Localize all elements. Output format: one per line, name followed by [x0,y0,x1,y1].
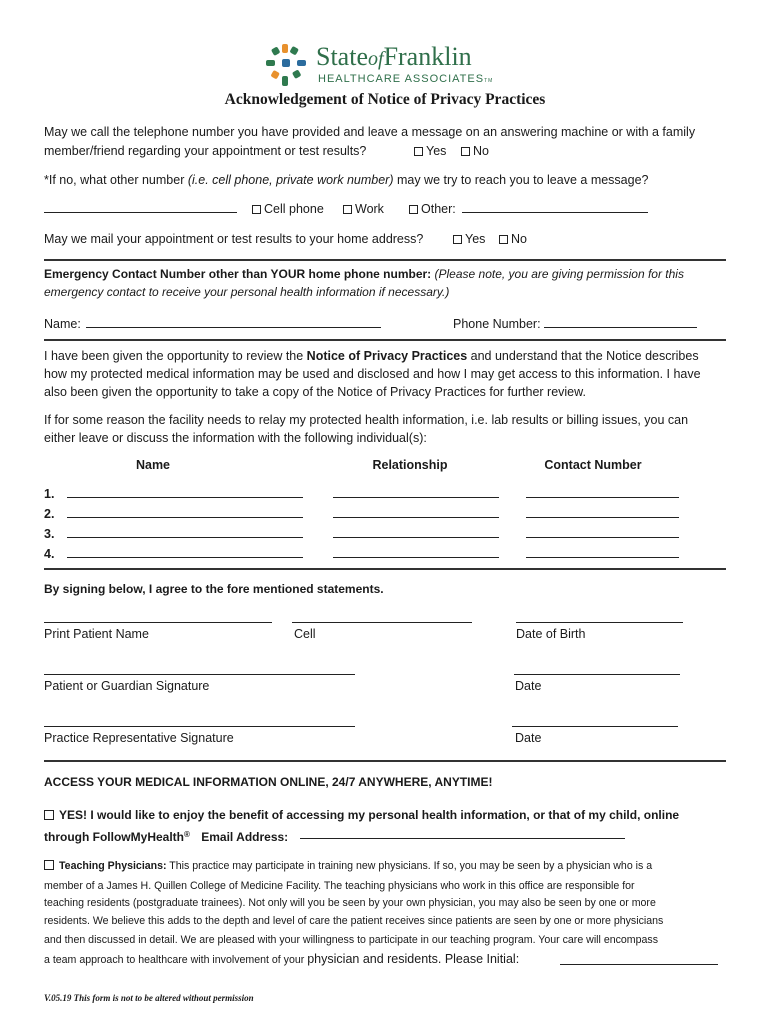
teaching-checkbox[interactable] [44,860,54,870]
emergency-note-1: (Please note, you are giving permission for this [431,267,684,281]
emergency-phone-label: Phone Number: [453,317,541,331]
phone-no-label: No [473,144,489,158]
mail-yes-option[interactable] [453,230,485,248]
emergency-name-label: Name: [44,317,81,331]
patient-date-field[interactable] [514,662,680,675]
logo-of: of [368,48,384,70]
online-yes-text: YES! I would like to enjoy the benefit of accessing my personal health information, or that of my child, online [59,808,680,822]
print-name-field[interactable] [44,610,272,623]
registered-mark: ® [184,830,190,839]
logo-subtitle: HEALTHCARE ASSOCIATES [318,73,485,85]
row3-contact-field[interactable] [526,525,679,538]
emergency-phone-field[interactable] [544,315,697,328]
followmyhealth-text: through FollowMyHealth [44,830,184,844]
alt-number-prefix: *If no, what other number [44,173,188,187]
row2-contact-field[interactable] [526,505,679,518]
table-row-num-3: 3. [44,527,55,541]
phone-yes-checkbox[interactable] [414,147,423,156]
row1-contact-field[interactable] [526,485,679,498]
alt-cell-checkbox[interactable] [252,205,261,214]
row2-relationship-field[interactable] [333,505,499,518]
table-row-num-2: 2. [44,507,55,521]
review-line2: how my protected medical information may be used and disclosed and how I may get access to this information. I have [44,367,701,381]
rep-signature-field[interactable] [44,714,355,727]
teaching-line2: member of a James H. Quillen College of Medicine Facility. The teaching physicians who work in this office are responsible for [44,880,635,892]
rep-date-field[interactable] [512,714,678,727]
teaching-text-6b: physician and residents. Please Initial: [307,952,520,966]
alt-other-checkbox[interactable] [409,205,418,214]
teaching-line3: teaching residents (postgraduate trainees). Not only will you be seen by your own physician, you may also be seen by one or more [44,897,656,909]
alt-number-example: (i.e. cell phone, private work number) [187,173,394,187]
alt-work-option[interactable] [343,200,384,218]
page-title: Acknowledgement of Notice of Privacy Practices [224,91,546,108]
patient-signature-label: Patient or Guardian Signature [44,679,210,693]
divider-3 [44,568,726,570]
relay-line1: If for some reason the facility needs to relay my protected health information, i.e. lab results or billing issues, you can [44,413,689,427]
dob-field[interactable] [516,610,683,623]
review-part1: I have been given the opportunity to review the [44,349,307,363]
row4-contact-field[interactable] [526,545,679,558]
phone-no-checkbox[interactable] [461,147,470,156]
row3-relationship-field[interactable] [333,525,499,538]
teaching-line6 [44,950,519,969]
footer-version: V.05.19 This form is not to be altered without permission [44,993,254,1003]
dob-label: Date of Birth [516,627,586,641]
mail-no-checkbox[interactable] [499,235,508,244]
online-yes-line1[interactable] [44,806,679,824]
logo-tm: TM [484,78,494,84]
logo [264,42,514,92]
alt-work-label: Work [355,202,384,216]
relay-line2: either leave or discuss the information with the following individual(s): [44,431,427,445]
review-notice-bold: Notice of Privacy Practices [306,349,468,363]
mail-no-label: No [511,232,527,246]
teaching-text-1: This practice may participate in training new physicians. If so, you may be seen by a physician who is a [166,860,653,872]
alt-work-checkbox[interactable] [343,205,352,214]
teaching-label: Teaching Physicians: [59,860,167,872]
mail-yes-checkbox[interactable] [453,235,462,244]
rep-date-label: Date [515,731,542,745]
alt-number-suffix: may we try to reach you to leave a message? [393,173,649,187]
table-row-num-4: 4. [44,547,55,561]
emergency-heading [44,265,684,283]
row3-name-field[interactable] [67,525,303,538]
phone-no-option[interactable] [461,142,489,160]
logo-mark-icon [264,42,310,90]
phone-yes-option[interactable] [414,142,446,160]
review-line1 [44,347,699,365]
alt-number-question [44,171,649,189]
teaching-line1 [44,857,652,875]
online-yes-line2 [44,826,288,846]
alt-other-label: Other: [421,202,456,216]
row2-name-field[interactable] [67,505,303,518]
cell-field[interactable] [292,610,472,623]
online-yes-checkbox[interactable] [44,810,54,820]
emergency-note-2: emergency contact to receive your personal health information if necessary.) [44,285,450,299]
teaching-line5: and then discussed in detail. We are pleased with your willingness to participate in our teaching program. Your care will encompass [44,934,658,946]
teaching-line4: residents. We believe this adds to the depth and level of care the patient receives since patients are seen by one or more physicians [44,915,664,927]
initial-field[interactable] [560,952,718,965]
row1-name-field[interactable] [67,485,303,498]
review-line3: also been given the opportunity to take a copy of the Notice of Privacy Practices for further review. [44,385,586,399]
alt-cell-option[interactable] [252,200,324,218]
table-header-relationship: Relationship [372,458,448,472]
email-field[interactable] [300,826,625,839]
signing-statement: By signing below, I agree to the fore mentioned statements. [44,582,384,596]
rep-signature-label: Practice Representative Signature [44,731,234,745]
emergency-heading-bold: Emergency Contact Number other than YOUR home phone number: [44,267,432,281]
table-row-num-1: 1. [44,487,55,501]
cell-label: Cell [294,627,316,641]
logo-franklin: Franklin [383,42,472,71]
divider-2 [44,339,726,341]
review-part2: and understand that the Notice describes [467,349,699,363]
alt-cell-label: Cell phone [264,202,324,216]
alt-other-option[interactable] [409,200,456,218]
teaching-text-6a: a team approach to healthcare with involvement of your [44,954,308,966]
phone-question-line1: May we call the telephone number you have provided and leave a message on an answering machine or with a family [44,125,696,139]
row4-relationship-field[interactable] [333,545,499,558]
logo-state: State [316,42,368,71]
patient-date-label: Date [515,679,542,693]
row4-name-field[interactable] [67,545,303,558]
alt-other-field[interactable] [462,200,648,213]
mail-yes-label: Yes [465,232,486,246]
row1-relationship-field[interactable] [333,485,499,498]
print-name-label: Print Patient Name [44,627,149,641]
phone-question-line2: member/friend regarding your appointment or test results? [44,144,367,158]
divider-4 [44,760,726,762]
mail-no-option[interactable] [499,230,527,248]
online-heading: ACCESS YOUR MEDICAL INFORMATION ONLINE, 24/7 ANYWHERE, ANYTIME! [44,775,493,789]
patient-signature-field[interactable] [44,662,355,675]
emergency-name-field[interactable] [86,315,381,328]
email-label: Email Address: [201,830,289,844]
alt-number-field[interactable] [44,200,237,213]
table-header-contact: Contact Number [544,458,642,472]
phone-yes-label: Yes [426,144,447,158]
table-header-name: Name [135,458,171,472]
mail-question: May we mail your appointment or test results to your home address? [44,232,424,246]
divider-1 [44,259,726,261]
